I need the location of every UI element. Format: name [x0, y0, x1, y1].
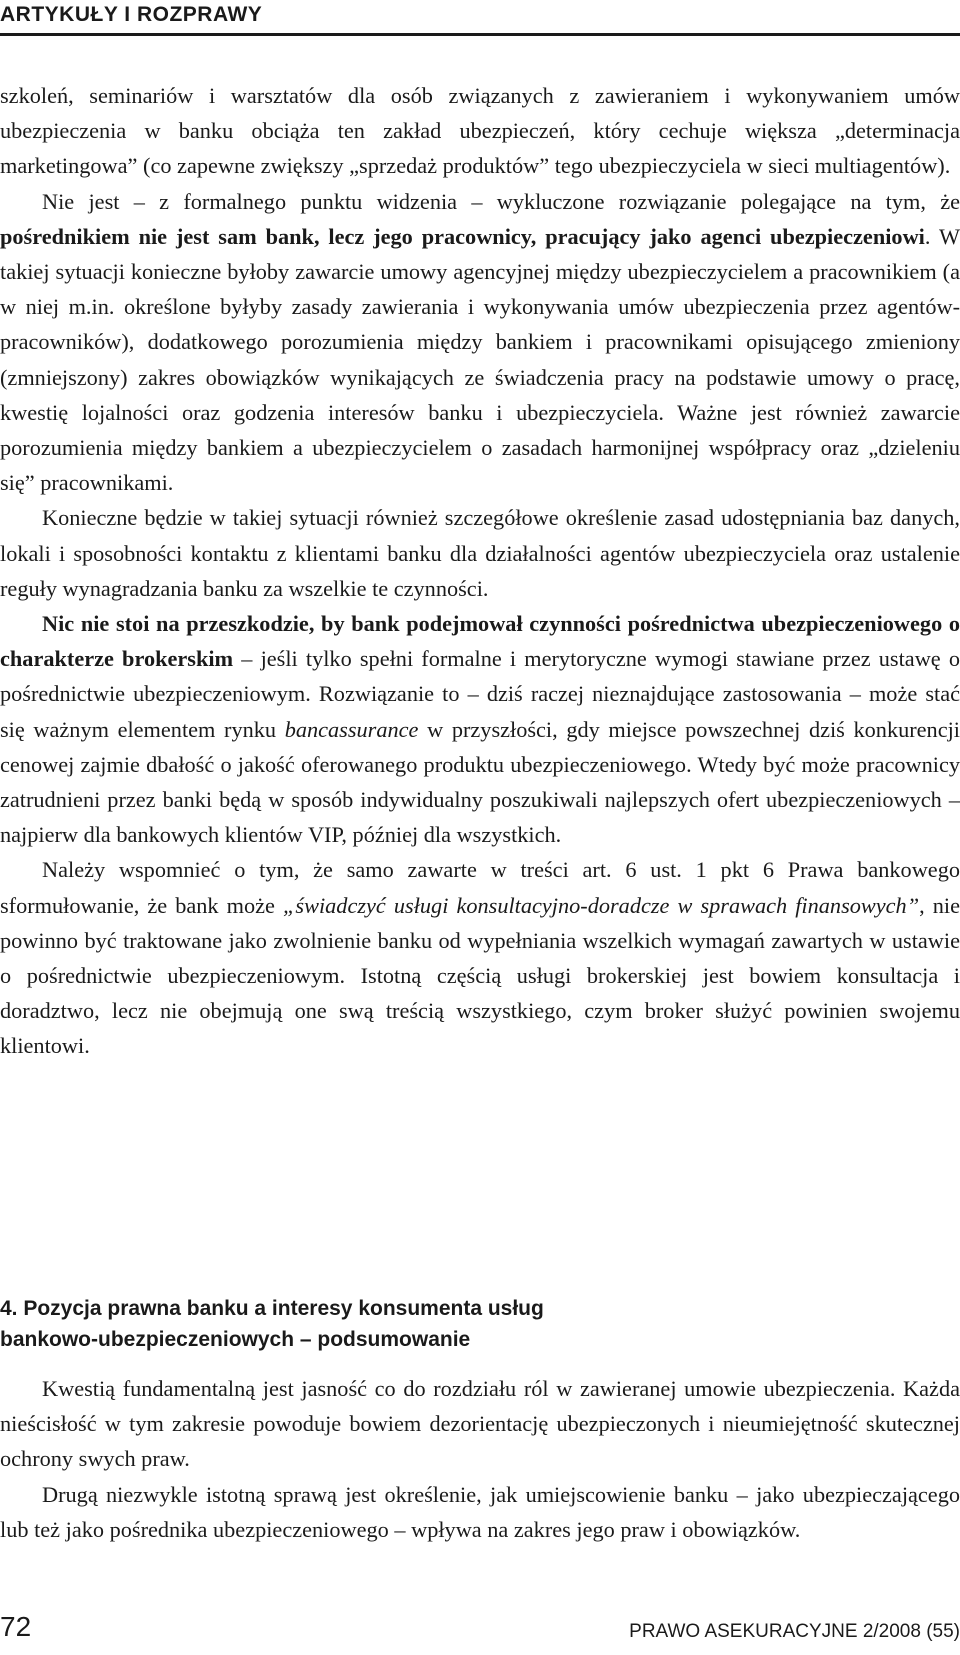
emphasis-italic: bancassurance — [284, 716, 419, 742]
paragraph-1: szkoleń, seminariów i warsztatów dla osób związanych z zawieraniem i wykonywaniem umów ubezpieczenia w banku obciąża ten zakład ubezpieczeń, który cechuje większa „determinacja marketingowa” (co zapewne zwiększy „sprzedaż produktów” tego ubezpieczyciela w sieci multiagentów). — [0, 83, 960, 179]
emphasis-italic: „świadczyć usługi konsultacyjno-doradcze w sprawach finansowych” — [283, 892, 920, 918]
heading-line-1: 4. Pozycja prawna banku a interesy konsumenta usług — [0, 1297, 544, 1320]
emphasis-bold: pośrednikiem nie jest sam bank, lecz jego pracownicy, pracujący jako agenci ubezpieczeniowi — [0, 223, 925, 249]
paragraph-4: Nic nie stoi na przeszkodzie, by bank podejmował czynności pośrednictwa ubezpieczeniowego o charakterze brokerskim – jeśli tylko spełni formalne i merytoryczne wymogi stawiane przez ustawę o pośrednictwie ubezpieczeniowym. Rozwiązanie to – dziś raczej nieznajdujące zastosowania – może stać się ważnym elementem rynku bancassurance w przyszłości, gdy miejsce powszechnej dziś konkurencji cenowej zajmie dbałość o jakość oferowanego produktu ubezpieczeniowego. Wtedy być może pracownicy zatrudnieni przez banki będą w sposób indywidualny poszukiwali najlepszych ofert ubezpieczeniowych – najpierw dla bankowych klientów VIP, później dla wszystkich. — [0, 611, 960, 848]
emphasis-bold: Nic nie stoi na przeszkodzie, by bank podejmował czynności pośrednictwa ubezpieczeniowego o charakterze brokerskim — [0, 611, 960, 672]
header-rule — [0, 33, 960, 36]
section-4-body — [0, 1371, 960, 1547]
heading-line-2: bankowo-ubezpieczeniowych – podsumowanie — [0, 1328, 471, 1351]
article-body — [0, 78, 960, 1064]
section-title: ARTYKUŁY I ROZPRAWY — [0, 3, 263, 26]
page-number: 72 — [0, 1611, 32, 1642]
section-4-paragraph-1: Kwestią fundamentalną jest jasność co do rozdziału ról w zawieranej umowie ubezpieczenia. Każda nieścisłość w tym zakresie powoduje bowiem dezorientację ubezpieczonych i nieumiejętność skutecznej ochrony swych praw. — [0, 1376, 960, 1472]
paragraph-3: Konieczne będzie w takiej sytuacji również szczegółowe określenie zasad udostępniania baz danych, lokali i sposobności kontaktu z klientami banku dla działalności agentów ubezpieczyciela oraz ustalenie reguły wynagradzania banku za wszelkie te czynności. — [0, 505, 960, 601]
paragraph-2: Nie jest – z formalnego punktu widzenia – wykluczone rozwiązanie polegające na tym, że pośrednikiem nie jest sam bank, lecz jego pracownicy, pracujący jako agenci ubezpieczeniowi. W takiej sytuacji konieczne byłoby zawarcie umowy agencyjnej między ubezpieczycielem a pracownikiem (a w niej m.in. określone byłyby zasady zawierania i wykonywania umów ubezpieczenia przez agentów-pracowników), dodatkowego porozumienia między bankiem i pracownikami opisującego zmieniony (zmniejszony) zakres obowiązków wynikających ze świadczenia pracy na podstawie umowy o pracę, kwestię lojalności oraz godzenia interesów banku i ubezpieczyciela. Ważne jest również zawarcie porozumienia między bankiem a ubezpieczycielem o zasadach harmonijnej współpracy oraz „dzieleniu się” pracownikami. — [0, 188, 960, 496]
section-4-heading — [0, 1293, 960, 1355]
section-header — [0, 0, 960, 34]
journal-title: PRAWO ASEKURACYJNE 2/2008 (55) — [629, 1621, 960, 1642]
paragraph-5: Należy wspomnieć o tym, że samo zawarte w treści art. 6 ust. 1 pkt 6 Prawa bankowego sformułowanie, że bank może „świadczyć usługi konsultacyjno-doradcze w sprawach finansowych”, nie powinno być traktowane jako zwolnienie banku od wypełniania wszelkich wymagań zawartych w ustawie o pośrednictwie ubezpieczeniowym. Istotną częścią usługi brokerskiej jest bowiem konsultacja i doradztwo, lecz nie obejmują one swą treścią wszystkiego, czym broker służyć powinien swojemu klientowi. — [0, 857, 960, 1059]
section-4-paragraph-2: Drugą niezwykle istotną sprawą jest określenie, jak umiejscowienie banku – jako ubezpieczającego lub też jako pośrednika ubezpieczeniowego – wpływa na zakres jego praw i obowiązków. — [0, 1481, 960, 1542]
